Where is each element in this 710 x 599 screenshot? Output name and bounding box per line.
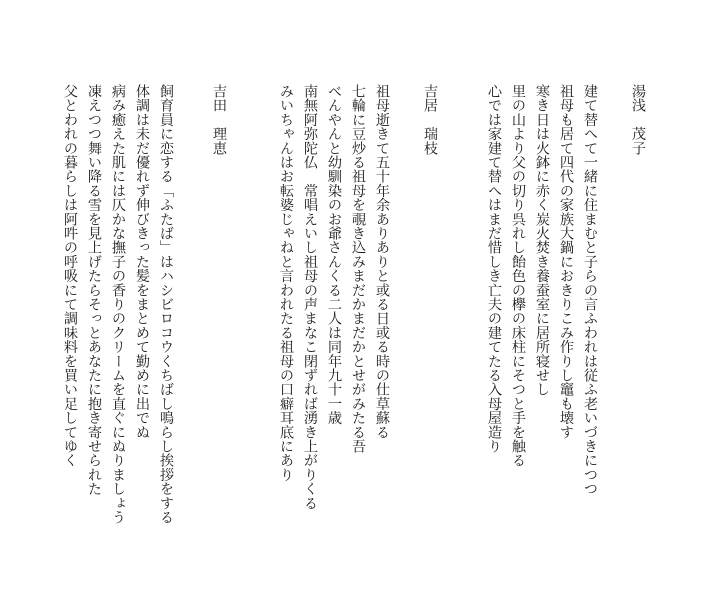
poem-line: 寒き日は火鉢に赤く炭火焚き養蚕室に居所寝せし [534,84,550,397]
author-name: 吉居 瑞枝 [422,84,438,155]
section-3-header [208,84,230,554]
section-1-header [627,84,649,554]
poem-line: みいちゃんはお転婆じゃねと言われたる祖母の口癖耳底にあり [278,84,294,482]
poem-line: 父とわれの暮らしは阿吽の呼吸にて調味料を買い足してゆく [62,84,78,468]
section-2-header [419,84,441,554]
poem-line: 南無阿弥陀仏 常唱えいし祖母の声まなこ閉ずれば湧き上がりくる [302,84,318,510]
poem-line: 体調は未だ優れず伸びきった髪をまとめて勤めに出でぬ [134,84,150,439]
poem-line: 病み癒えた肌には仄かな撫子の香りのクリームを直ぐにぬりましょう [110,84,126,525]
poem-line: 建て替へて一緒に住まむと子らの言ふわれは従ふ老いづきにつつ [582,84,598,496]
section-3-top [208,84,230,554]
poem-line: 里の山より父の切り呉れし飴色の欅の床柱にそつと手を触る [510,84,526,468]
poem-line: 心では家建て替へはまだ惜しき亡夫の建てたる入母屋造り [486,84,502,454]
poem-line: 七輪に豆炒る祖母を覗き込みまだかまだかとせがみたる吾 [350,84,366,454]
poem-line: 祖母逝きて五十年余ありありと或る日或る時の仕草蘇る [374,84,390,439]
poem-line: 飼育員に恋する「ふたば」はハシビロコウくちばし鳴らし挨拶をする [158,84,174,525]
poem-line: 凍えつつ舞い降る雪を見上げたらそっとあなたに抱き寄せられた [86,84,102,496]
section-2-top [419,84,441,554]
section-1-top [627,84,649,554]
author-name: 吉田 理恵 [211,84,227,155]
poem-line: べんやんと幼馴染のお爺さんくる二人は同年九十一歳 [326,84,342,425]
poem-line: 祖母も居て四代の家族大鍋におきりこみ作りし竈も壊す [558,84,574,439]
author-name: 湯浅 茂子 [630,84,646,155]
